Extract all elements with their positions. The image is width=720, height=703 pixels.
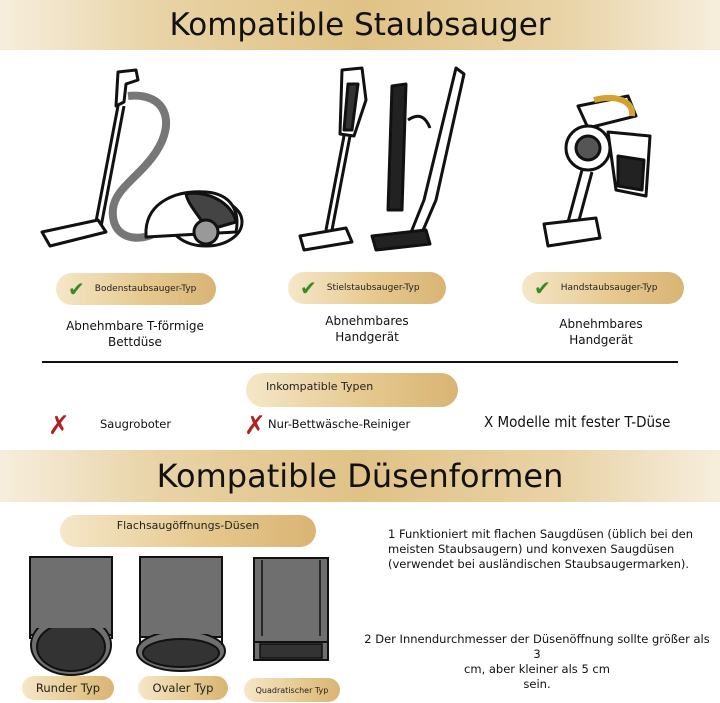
- vacuum-type-badge-handheld: [522, 272, 684, 304]
- vacuum-type-badge-stick: [288, 272, 446, 304]
- check-icon: ✔: [534, 276, 551, 300]
- nozzle-subtitle-badge: [60, 515, 316, 547]
- caption-line: Abnehmbare T-förmige: [66, 319, 204, 333]
- round-nozzle-shape: [26, 555, 118, 679]
- divider: [42, 361, 678, 363]
- note-line: cm, aber kleiner als 5 cm: [464, 662, 610, 676]
- shape-label: Quadratischer Typ: [255, 685, 329, 695]
- vacuum-type-label: Bodenstaubsauger-Typ: [94, 284, 197, 294]
- vacuum-type-label: Handstaubsauger-Typ: [560, 283, 658, 293]
- nozzle-shape-label-round: [22, 676, 114, 700]
- shape-label: Runder Typ: [35, 681, 101, 695]
- check-icon: ✔: [68, 277, 85, 301]
- handheld-vacuum-illustration: [538, 86, 668, 262]
- canister-vacuum-illustration: [36, 62, 246, 262]
- cross-icon: ✗: [244, 411, 266, 441]
- caption-line: Handgerät: [569, 333, 633, 347]
- square-nozzle-shape: [252, 556, 332, 680]
- page-title: Kompatible Staubsauger: [169, 7, 551, 43]
- vacuum-type-badge-canister: [56, 273, 216, 305]
- vacuum-caption-stick: [272, 313, 462, 345]
- nozzle-note-1: 1 Funktioniert mit flachen Saugdüsen (üblich bei den meisten Staubsaugern) und konvexen Saugdüsen (verwendet bei ausländischen Staubsaugermarken).: [388, 527, 694, 571]
- note-line: 2 Der Innendurchmesser der Düsenöffnung sollte größer als 3: [364, 632, 710, 661]
- vacuum-type-label: Stielstaubsauger-Typ: [326, 283, 420, 293]
- stick-vacuum-illustration: [296, 60, 476, 260]
- caption-line: Handgerät: [335, 330, 399, 344]
- caption-line: Bettdüse: [108, 335, 162, 349]
- check-icon: ✔: [300, 276, 317, 300]
- oval-nozzle-shape: [136, 555, 228, 679]
- nozzle-note-2: [360, 632, 714, 692]
- incompatible-title-badge: [246, 373, 458, 407]
- vacuum-caption-canister: [40, 318, 230, 350]
- incompatible-note: X Modelle mit fester T-Düse: [484, 413, 671, 431]
- vacuum-caption-handheld: [506, 316, 696, 348]
- note-line: sein.: [523, 677, 551, 691]
- header-band: [0, 0, 720, 50]
- cross-icon: ✗: [48, 411, 70, 441]
- nozzle-shape-label-square: [244, 678, 340, 702]
- nozzle-shape-label-oval: [138, 676, 228, 700]
- nozzle-section-title: Kompatible Düsenformen: [156, 457, 564, 495]
- nozzle-section-band: [0, 450, 720, 502]
- incompatible-item: Saugroboter: [100, 417, 172, 431]
- incompatible-item: Nur-Bettwäsche-Reiniger: [268, 417, 411, 431]
- incompatible-title: Inkompatible Typen: [266, 379, 374, 393]
- caption-line: Abnehmbares: [559, 317, 643, 331]
- shape-label: Ovaler Typ: [152, 681, 214, 695]
- nozzle-subtitle: Flachsaugöffnungs-Düsen: [116, 518, 260, 532]
- caption-line: Abnehmbares: [325, 314, 409, 328]
